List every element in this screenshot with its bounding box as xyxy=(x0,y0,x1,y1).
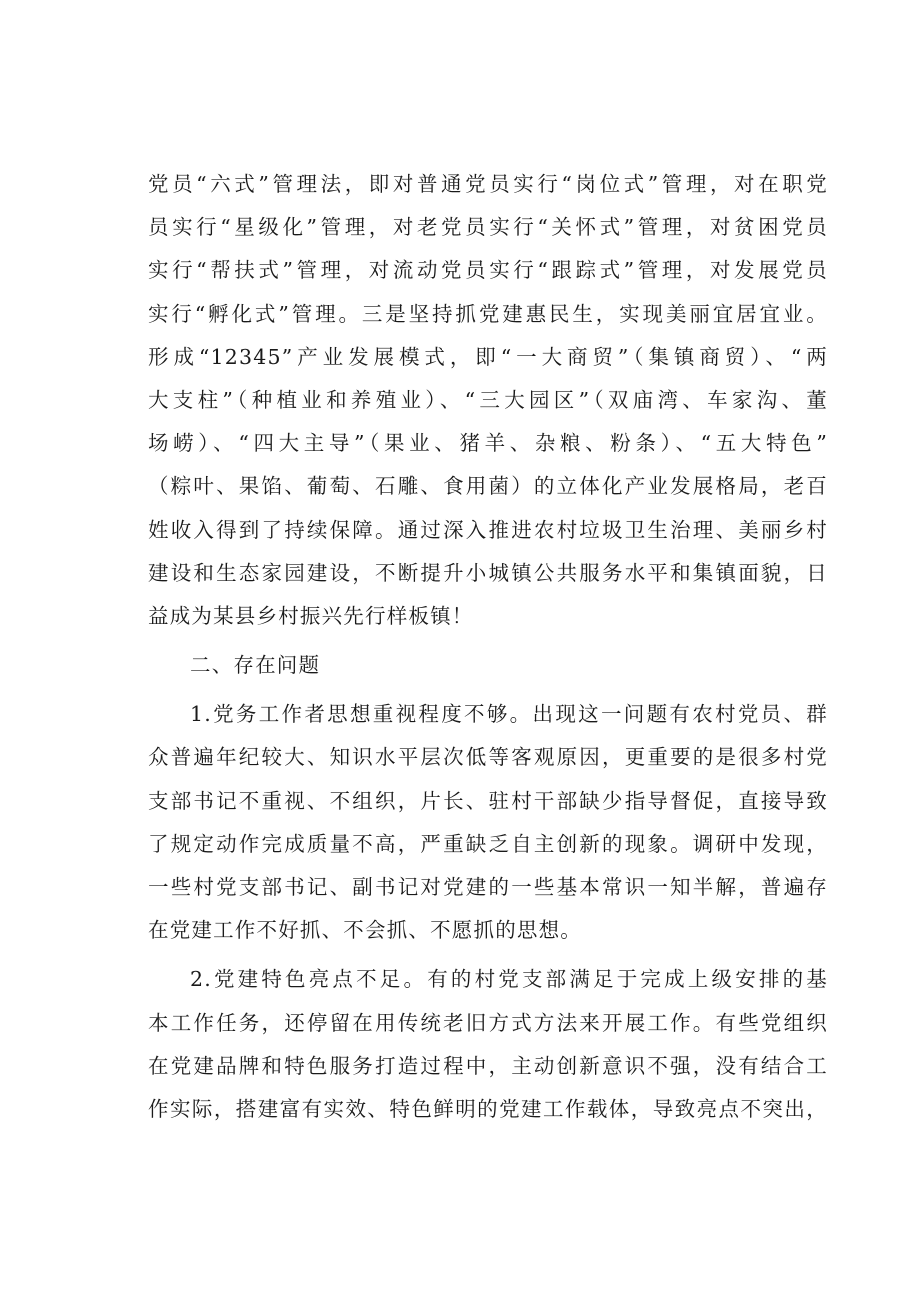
text-line: 一些村党支部书记、副书记对党建的一些基本常识一知半解，普遍存 xyxy=(148,875,828,899)
text-line: 形成“12345”产业发展模式，即“一大商贸”（集镇商贸）、“两 xyxy=(148,344,828,369)
text-line: 党员“六式”管理法，即对普通党员实行“岗位式”管理，对在职党 xyxy=(148,172,828,196)
paragraph-insufficient-attention xyxy=(148,693,828,952)
text-line: 了规定动作完成质量不高，严重缺乏自主创新的现象。调研中发现， xyxy=(148,831,828,856)
text-line: 作实际，搭建富有实效、特色鲜明的党建工作载体，导致亮点不突出， xyxy=(148,1096,828,1121)
text-line: 益成为某县乡村振兴先行样板镇！ xyxy=(148,603,474,628)
text-line: 实行“帮扶式”管理，对流动党员实行“跟踪式”管理，对发展党员 xyxy=(148,258,828,283)
text-line: 员实行“星级化”管理，对老党员实行“关怀式”管理，对贫困党员 xyxy=(148,215,828,240)
text-line: 姓收入得到了持续保障。通过深入推进农村垃圾卫生治理、美丽乡村 xyxy=(148,517,828,542)
text-line: 本工作任务，还停留在用传统老旧方式方法来开展工作。有些党组织 xyxy=(148,1010,828,1035)
document-body xyxy=(148,163,828,1131)
text-line: 在党建品牌和特色服务打造过程中，主动创新意识不强，没有结合工 xyxy=(148,1053,828,1078)
section-heading: 二、存在问题 xyxy=(190,653,321,678)
text-line: 场崂）、“四大主导”（果业、猪羊、杂粮、粉条）、“五大特色” xyxy=(148,431,828,456)
text-line: 众普遍年纪较大、知识水平层次低等客观原因，更重要的是很多村党 xyxy=(148,745,828,770)
text-line: 2.党建特色亮点不足。有的村党支部满足于完成上级安排的基 xyxy=(190,967,828,992)
text-line: 大支柱”（种植业和养殖业）、“三大园区”（双庙湾、车家沟、董 xyxy=(148,387,828,412)
text-line: 1.党务工作者思想重视程度不够。出现这一问题有农村党员、群 xyxy=(190,702,828,727)
paragraph-lack-of-highlights xyxy=(148,958,828,1131)
paragraph-party-member-management xyxy=(148,163,828,638)
text-line: 支部书记不重视、不组织，片长、驻村干部缺少指导督促，直接导致 xyxy=(148,788,828,813)
text-line: （粽叶、果馅、葡萄、石雕、食用菌）的立体化产业发展格局，老百 xyxy=(148,474,828,499)
text-line: 建设和生态家园建设，不断提升小城镇公共服务水平和集镇面貌，日 xyxy=(148,560,828,585)
text-line: 在党建工作不好抓、不会抓、不愿抓的思想。 xyxy=(148,918,582,943)
text-line: 实行“孵化式”管理。三是坚持抓党建惠民生，实现美丽宜居宜业。 xyxy=(148,301,828,326)
